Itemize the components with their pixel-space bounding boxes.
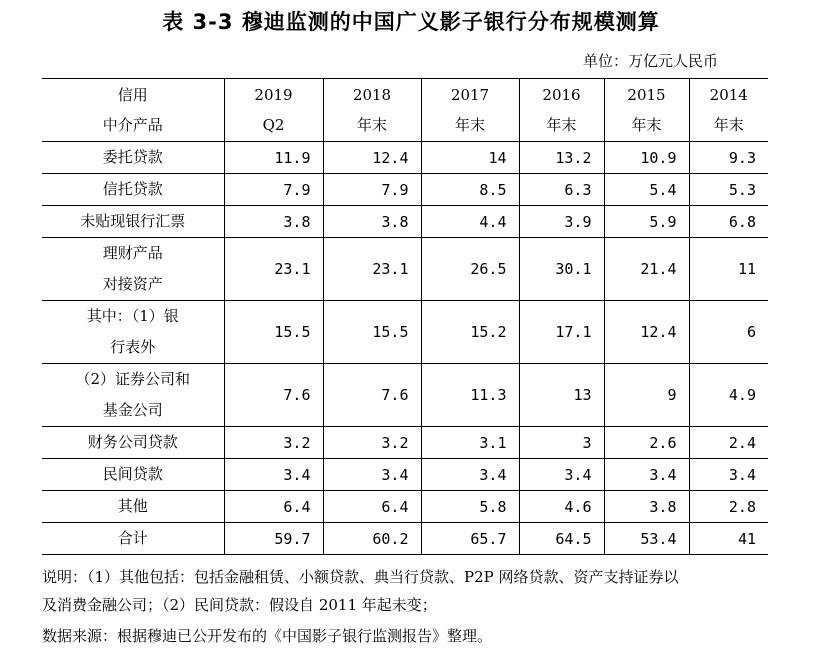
value-cell: 10.9 bbox=[604, 142, 689, 174]
value-cell: 6.8 bbox=[689, 206, 768, 238]
value-cell: 13.2 bbox=[519, 142, 604, 174]
table-row bbox=[42, 523, 768, 555]
header-line: 2014 bbox=[709, 86, 748, 104]
value-cell: 2.8 bbox=[689, 491, 768, 523]
table-row bbox=[42, 364, 768, 427]
value-cell: 53.4 bbox=[604, 523, 689, 555]
value-cell: 11 bbox=[689, 238, 768, 301]
table-row bbox=[42, 206, 768, 238]
table-row bbox=[42, 427, 768, 459]
row-label bbox=[42, 427, 224, 459]
value-cell: 3.8 bbox=[604, 491, 689, 523]
table-title: 表 3-3 穆迪监测的中国广义影子银行分布规模测算 bbox=[162, 10, 660, 34]
value-cell: 12.4 bbox=[323, 142, 421, 174]
value-cell: 5.4 bbox=[604, 174, 689, 206]
value-cell: 15.2 bbox=[421, 301, 519, 364]
row-label bbox=[42, 364, 224, 427]
header-line: 中介产品 bbox=[102, 116, 163, 134]
value-cell: 17.1 bbox=[519, 301, 604, 364]
row-label-line: （2）证券公司和 bbox=[75, 370, 191, 388]
header-cell-year bbox=[224, 79, 323, 142]
row-label bbox=[42, 206, 224, 238]
note-line-2: 及消费金融公司；（2）民间贷款：假设自 2011 年起未变； bbox=[42, 596, 437, 614]
row-label bbox=[42, 523, 224, 555]
row-label-line: 民间贷款 bbox=[102, 465, 163, 483]
value-cell: 4.4 bbox=[421, 206, 519, 238]
row-label bbox=[42, 491, 224, 523]
value-cell: 3.8 bbox=[323, 206, 421, 238]
value-cell: 2.6 bbox=[604, 427, 689, 459]
value-cell: 3.2 bbox=[323, 427, 421, 459]
table-row bbox=[42, 142, 768, 174]
header-line: 2018 bbox=[352, 86, 392, 104]
value-cell: 3.4 bbox=[224, 459, 323, 491]
unit-label: 单位：万亿元人民币 bbox=[582, 52, 718, 70]
value-cell: 7.9 bbox=[224, 174, 323, 206]
header-cell-year bbox=[421, 79, 519, 142]
row-label bbox=[42, 238, 224, 301]
note-line-1: 说明：（1）其他包括：包括金融租赁、小额贷款、典当行贷款、P2P 网络贷款、资产支持证券以 bbox=[42, 568, 679, 586]
table-row bbox=[42, 491, 768, 523]
header-cell-product bbox=[42, 79, 224, 142]
row-label bbox=[42, 174, 224, 206]
value-cell: 60.2 bbox=[323, 523, 421, 555]
row-label-line: 对接资产 bbox=[102, 275, 163, 293]
value-cell: 11.3 bbox=[421, 364, 519, 427]
row-label bbox=[42, 142, 224, 174]
row-label-line: 其中：（1）银 bbox=[86, 307, 179, 325]
value-cell: 21.4 bbox=[604, 238, 689, 301]
row-label-line: 委托贷款 bbox=[102, 148, 163, 166]
value-cell: 23.1 bbox=[224, 238, 323, 301]
value-cell: 15.5 bbox=[224, 301, 323, 364]
header-cell-year bbox=[519, 79, 604, 142]
value-cell: 3.1 bbox=[421, 427, 519, 459]
table-row bbox=[42, 301, 768, 364]
header-line: 2017 bbox=[450, 86, 490, 104]
value-cell: 15.5 bbox=[323, 301, 421, 364]
value-cell: 30.1 bbox=[519, 238, 604, 301]
value-cell: 4.9 bbox=[689, 364, 768, 427]
header-cell-year bbox=[323, 79, 421, 142]
source-line: 数据来源：根据穆迪已公开发布的《中国影子银行监测报告》整理。 bbox=[42, 627, 493, 645]
value-cell: 6.3 bbox=[519, 174, 604, 206]
row-label-line: 行表外 bbox=[110, 338, 156, 356]
value-cell: 4.6 bbox=[519, 491, 604, 523]
value-cell: 7.6 bbox=[323, 364, 421, 427]
table-row bbox=[42, 174, 768, 206]
row-label-line: 合计 bbox=[117, 529, 148, 547]
value-cell: 9.3 bbox=[689, 142, 768, 174]
row-label-line: 其他 bbox=[117, 497, 148, 515]
value-cell: 3.8 bbox=[224, 206, 323, 238]
row-label-line: 未贴现银行汇票 bbox=[80, 212, 186, 230]
header-line: 年末 bbox=[631, 116, 662, 134]
value-cell: 2.4 bbox=[689, 427, 768, 459]
value-cell: 3.4 bbox=[604, 459, 689, 491]
data-table bbox=[42, 78, 768, 555]
table-row bbox=[42, 238, 768, 301]
row-label-line: 理财产品 bbox=[102, 244, 163, 262]
value-cell: 13 bbox=[519, 364, 604, 427]
row-label-line: 财务公司贷款 bbox=[87, 433, 178, 451]
value-cell: 3.4 bbox=[421, 459, 519, 491]
header-line: 年末 bbox=[546, 116, 577, 134]
value-cell: 12.4 bbox=[604, 301, 689, 364]
header-line: 信用 bbox=[117, 86, 148, 104]
value-cell: 3.4 bbox=[689, 459, 768, 491]
value-cell: 8.5 bbox=[421, 174, 519, 206]
value-cell: 3.4 bbox=[323, 459, 421, 491]
header-line: 2015 bbox=[627, 86, 666, 104]
header-line: Q2 bbox=[262, 116, 285, 134]
header-line: 年末 bbox=[356, 116, 387, 134]
header-line: 2019 bbox=[254, 86, 293, 104]
row-label-line: 信托贷款 bbox=[102, 180, 163, 198]
value-cell: 7.6 bbox=[224, 364, 323, 427]
value-cell: 6 bbox=[689, 301, 768, 364]
table-row bbox=[42, 459, 768, 491]
header-line: 年末 bbox=[454, 116, 485, 134]
row-label-line: 基金公司 bbox=[102, 401, 163, 419]
value-cell: 65.7 bbox=[421, 523, 519, 555]
value-cell: 23.1 bbox=[323, 238, 421, 301]
row-label bbox=[42, 301, 224, 364]
value-cell: 6.4 bbox=[323, 491, 421, 523]
header-line: 2016 bbox=[542, 86, 581, 104]
value-cell: 59.7 bbox=[224, 523, 323, 555]
value-cell: 5.9 bbox=[604, 206, 689, 238]
value-cell: 14 bbox=[421, 142, 519, 174]
value-cell: 5.8 bbox=[421, 491, 519, 523]
value-cell: 9 bbox=[604, 364, 689, 427]
value-cell: 3.2 bbox=[224, 427, 323, 459]
value-cell: 3.4 bbox=[519, 459, 604, 491]
value-cell: 11.9 bbox=[224, 142, 323, 174]
value-cell: 26.5 bbox=[421, 238, 519, 301]
value-cell: 41 bbox=[737, 529, 756, 548]
header-cell-year bbox=[689, 79, 768, 142]
value-cell: 5.3 bbox=[689, 174, 768, 206]
value-cell: 7.9 bbox=[323, 174, 421, 206]
header-cell-year bbox=[604, 79, 689, 142]
header-row bbox=[42, 79, 768, 142]
value-cell: 6.4 bbox=[224, 491, 323, 523]
value-cell: 64.5 bbox=[519, 523, 604, 555]
row-label bbox=[42, 459, 224, 491]
value-cell: 3.9 bbox=[519, 206, 604, 238]
value-cell: 3 bbox=[519, 427, 604, 459]
header-line: 年末 bbox=[713, 116, 744, 134]
